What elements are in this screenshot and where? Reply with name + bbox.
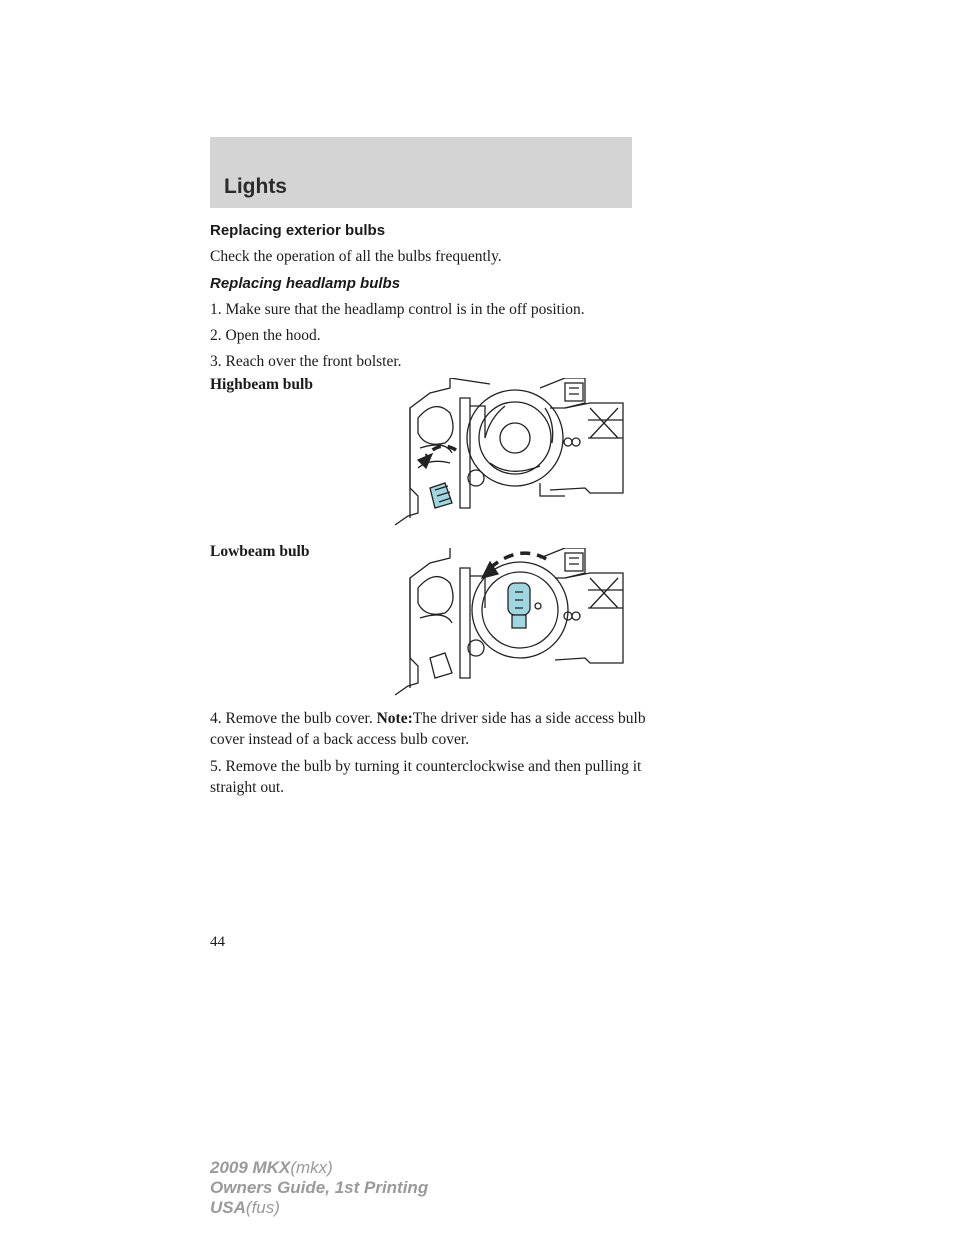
section-title: Lights: [224, 175, 287, 198]
footer-model-line: [210, 1158, 428, 1178]
subheading-replacing-headlamp-bulbs: Replacing headlamp bulbs: [210, 275, 401, 292]
page-number: 44: [210, 934, 225, 950]
footer-model: 2009 MKX: [210, 1158, 291, 1177]
step-4: [210, 708, 646, 729]
footer-region: USA: [210, 1198, 246, 1217]
note-label: Note:: [376, 710, 413, 727]
step-5-line1: 5. Remove the bulb by turning it counterclockwise and then pulling it: [210, 758, 642, 775]
step-3: 3. Reach over the front bolster.: [210, 353, 402, 370]
section-header-band: [210, 137, 632, 208]
step-2: 2. Open the hood.: [210, 327, 321, 344]
lowbeam-label: Lowbeam bulb: [210, 543, 310, 560]
footer-print-info: [210, 1158, 428, 1218]
heading-replacing-exterior-bulbs: Replacing exterior bulbs: [210, 222, 386, 239]
step-4-text: 4. Remove the bulb cover.: [210, 710, 373, 727]
step-5-line2: straight out.: [210, 779, 285, 796]
note-text-line2: cover instead of a back access bulb cover.: [210, 731, 470, 748]
lowbeam-bulb-illustration: [390, 548, 630, 698]
footer-guide: Owners Guide, 1st Printing: [210, 1178, 429, 1197]
footer-region-code: (fus): [245, 1198, 280, 1217]
highbeam-label: Highbeam bulb: [210, 376, 313, 393]
intro-paragraph: Check the operation of all the bulbs frequently.: [210, 248, 502, 265]
note-text-line1: The driver side has a side access bulb: [412, 710, 646, 727]
step-1: 1. Make sure that the headlamp control is in the off position.: [210, 301, 585, 318]
footer-region-line: [210, 1198, 428, 1218]
footer-model-code: (mkx): [290, 1158, 333, 1177]
highbeam-bulb-illustration: [390, 378, 630, 528]
